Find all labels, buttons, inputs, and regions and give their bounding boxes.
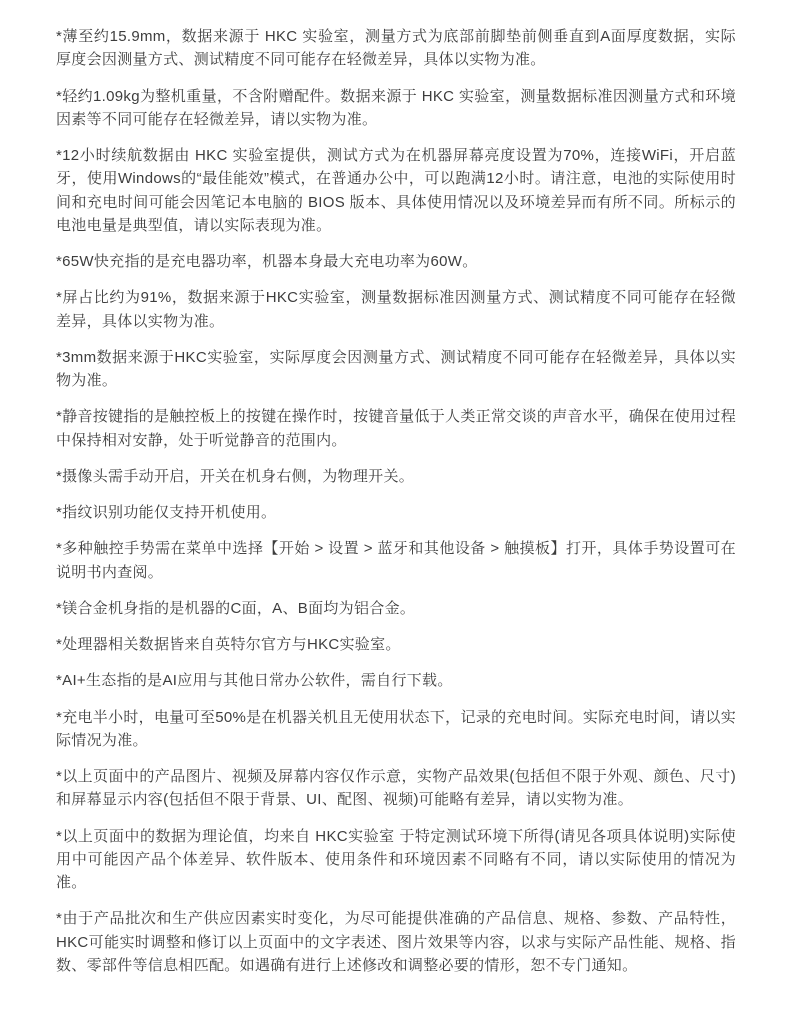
note-half-hour-charge: *充电半小时，电量可至50%是在机器关机且无使用状态下，记录的充电时间。实际充电时间，请以实际情况为准。 xyxy=(56,708,736,749)
note-magnesium-body: *镁合金机身指的是机器的C面，A、B面均为铝合金。 xyxy=(56,599,416,617)
note-processor-data: *处理器相关数据皆来自英特尔官方与HKC实验室。 xyxy=(56,636,401,653)
note-fast-charge-power: *65W快充指的是充电器功率，机器本身最大充电功率为60W。 xyxy=(56,253,478,270)
note-theoretical-values: *以上页面中的数据为理论值，均来自 HKC实验室 于特定测试环境下所得(请见各项具体说明)实际使用中可能因产品个体差异、软件版本、使用条件和环境因素不同略有不同，请以实际使用的情况为准。 xyxy=(56,827,736,891)
note-silent-keys: *静音按键指的是触控板上的按键在操作时，按键音量低于人类正常交谈的声音水平，确保在使用过程中保持相对安静，处于听觉静音的范围内。 xyxy=(56,408,736,449)
note-fingerprint: *指纹识别功能仅支持开机使用。 xyxy=(56,504,277,521)
note-screen-ratio: *屏占比约为91%，数据来源于HKC实验室，测量数据标准因测量方式、测试精度不同可能存在轻微差异，具体以实物为准。 xyxy=(56,289,736,330)
note-ai-ecosystem: *AI+生态指的是AI应用与其他日常办公软件，需自行下载。 xyxy=(56,672,453,690)
note-weight: *轻约1.09kg为整机重量，不含附赠配件。数据来源于 HKC 实验室，测量数据标准因测量方式和环境因素等不同可能存在轻微差异，请以实物为准。 xyxy=(56,87,736,128)
note-revision-disclaimer: *由于产品批次和生产供应因素实时变化，为尽可能提供准确的产品信息、规格、参数、产品特性，HKC可能实时调整和修订以上页面中的文字表述、图片效果等内容，以求与实际产品性能、规格、指数、零部件等信息相匹配。如遇确有进行上述修改和调整必要的情形，恕不专门通知。 xyxy=(56,910,736,974)
note-battery-life: *12小时续航数据由 HKC 实验室提供，测试方式为在机器屏幕亮度设置为70%，连接WiFi，开启蓝牙，使用Windows的“最佳能效”模式，在普通办公中，可以跑满12小时。请注意，电池的实际使用时间和充电时间可能会因笔记本电脑的 BIOS 版本、具体使用情况以及环境差异而有所不同。所标示的电池电量是典型值，请以实际表现为准。 xyxy=(56,147,736,234)
note-3mm: *3mm数据来源于HKC实验室，实际厚度会因测量方式、测试精度不同可能存在轻微差异，具体以实物为准。 xyxy=(56,348,736,389)
note-images-disclaimer: *以上页面中的产品图片、视频及屏幕内容仅作示意，实物产品效果(包括但不限于外观、颜色、尺寸)和屏幕显示内容(包括但不限于背景、UI、配图、视频)可能略有差异，请以实物为准。 xyxy=(56,768,736,809)
note-thickness: *薄至约15.9mm，数据来源于 HKC 实验室，测量方式为底部前脚垫前侧垂直到A面厚度数据，实际厚度会因测量方式、测试精度不同可能存在轻微差异，具体以实物为准。 xyxy=(56,28,736,69)
note-camera-switch: *摄像头需手动开启，开关在机身右侧，为物理开关。 xyxy=(56,467,415,485)
note-touch-gestures: *多种触控手势需在菜单中选择【开始 > 设置 > 蓝牙和其他设备 > 触摸板】打开，具体手势设置可在说明书内查阅。 xyxy=(56,540,736,581)
